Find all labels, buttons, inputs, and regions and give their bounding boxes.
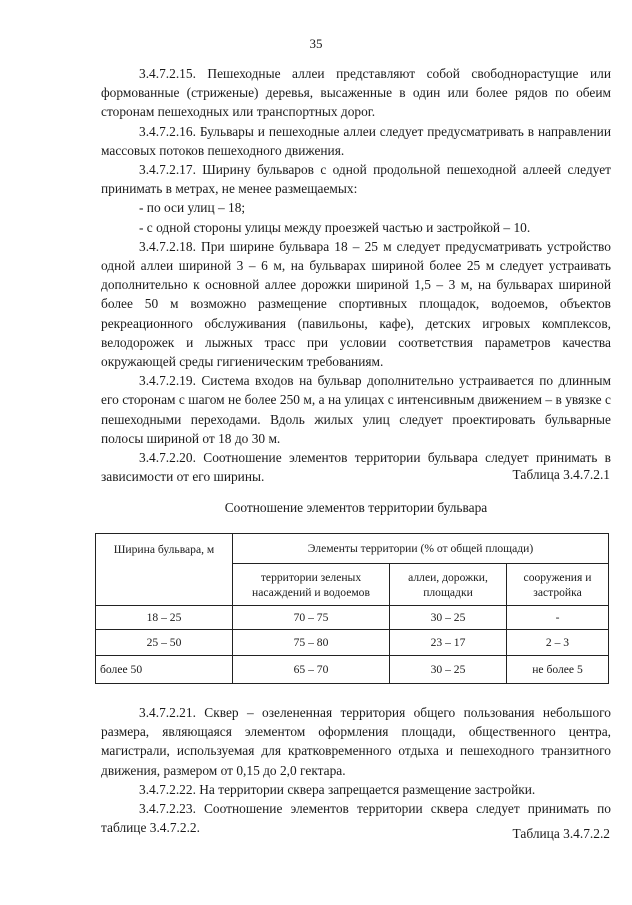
table-cell: 30 – 25 <box>390 606 507 630</box>
paragraph: 3.4.7.2.17. Ширину бульваров с одной продольной пешеходной аллеей следует принимать в метрах, не менее размещаемых: <box>101 162 611 197</box>
table-row <box>96 656 609 684</box>
table-cell: - <box>507 606 609 630</box>
paragraph: 3.4.7.2.16. Бульвары и пешеходные аллеи следует предусматривать в направлении массовых потоков пешеходного движения. <box>101 123 611 158</box>
header-cell: сооружения и застройка <box>507 564 609 606</box>
header-cell: территории зеленых насаждений и водоемов <box>233 564 390 606</box>
table-cell: 65 – 70 <box>233 656 390 684</box>
paragraph: 3.4.7.2.18. При ширине бульвара 18 – 25 м следует предусматривать устройство одной аллеи шириной 3 – 6 м, на бульварах шириной более 25 м следует устраивать дополнительно к основной аллее дорожки шириной 1,5 – 3 м, на бульварах шириной более 50 м возможно размещение спортивных площадок, водоемов, объектов рекреационного обслуживания (павильоны, кафе), детских игровых комплексов, велодорожек и лыжных трасс при условии соответствия параметров качества окружающей среды гигиеническим требованиям. <box>101 238 611 370</box>
table-title: Соотношение элементов территории бульвара <box>224 500 488 515</box>
list-item: - с одной стороны улицы между проезжей частью и застройкой – 10. <box>139 219 531 235</box>
table-caption: Таблица 3.4.7.2.1 <box>512 467 610 482</box>
header-cell: Ширина бульвара, м <box>96 534 233 606</box>
table-caption: Таблица 3.4.7.2.2 <box>512 826 610 841</box>
table-cell: 30 – 25 <box>390 656 507 684</box>
header-cell: аллеи, дорожки, площадки <box>390 564 507 606</box>
list-item: - по оси улиц – 18; <box>139 200 246 216</box>
table-cell: 75 – 80 <box>233 630 390 656</box>
paragraph: 3.4.7.2.20. Соотношение элементов территории бульвара следует принимать в зависимости от его ширины. <box>101 450 611 485</box>
table-cell: более 50 <box>96 656 233 684</box>
table-cell: 18 – 25 <box>96 606 233 630</box>
paragraph: 3.4.7.2.22. На территории сквера запрещается размещение застройки. <box>139 781 536 797</box>
table-cell: 2 – 3 <box>507 630 609 656</box>
paragraph: 3.4.7.2.21. Сквер – озелененная территория общего пользования небольшого размера, являющаяся элементом оформления площади, общественного центра, магистрали, используемая для кратковременного отдыха и пешеходного транзитного движения, размером от 0,15 до 2,0 гектара. <box>101 705 611 778</box>
text-block-2 <box>101 703 611 837</box>
table-row <box>96 630 609 656</box>
table-cell: 23 – 17 <box>390 630 507 656</box>
paragraph: 3.4.7.2.15. Пешеходные аллеи представляют собой свободнорастущие или формованные (стриженые) деревья, высаженные в один или более рядов по обеим сторонам пешеходных или транспортных дорог. <box>101 66 611 120</box>
page-number: 35 <box>309 36 323 51</box>
text-block-1 <box>101 64 611 486</box>
table-cell: не более 5 <box>507 656 609 684</box>
boulevard-table <box>95 533 609 684</box>
header-cell: Элементы территории (% от общей площади) <box>233 534 609 564</box>
table-cell: 25 – 50 <box>96 630 233 656</box>
paragraph: 3.4.7.2.23. Соотношение элементов территории сквера следует принимать по таблице 3.4.7.2.2. <box>101 801 611 836</box>
table-cell: 70 – 75 <box>233 606 390 630</box>
paragraph: 3.4.7.2.19. Система входов на бульвар дополнительно устраивается по длинным его сторонам с шагом не более 250 м, а на улицах с интенсивным движением – в увязке с пешеходными переходами. Вдоль жилых улиц следует проектировать бульварные полосы шириной от 18 до 30 м. <box>101 373 611 446</box>
table-row <box>96 606 609 630</box>
